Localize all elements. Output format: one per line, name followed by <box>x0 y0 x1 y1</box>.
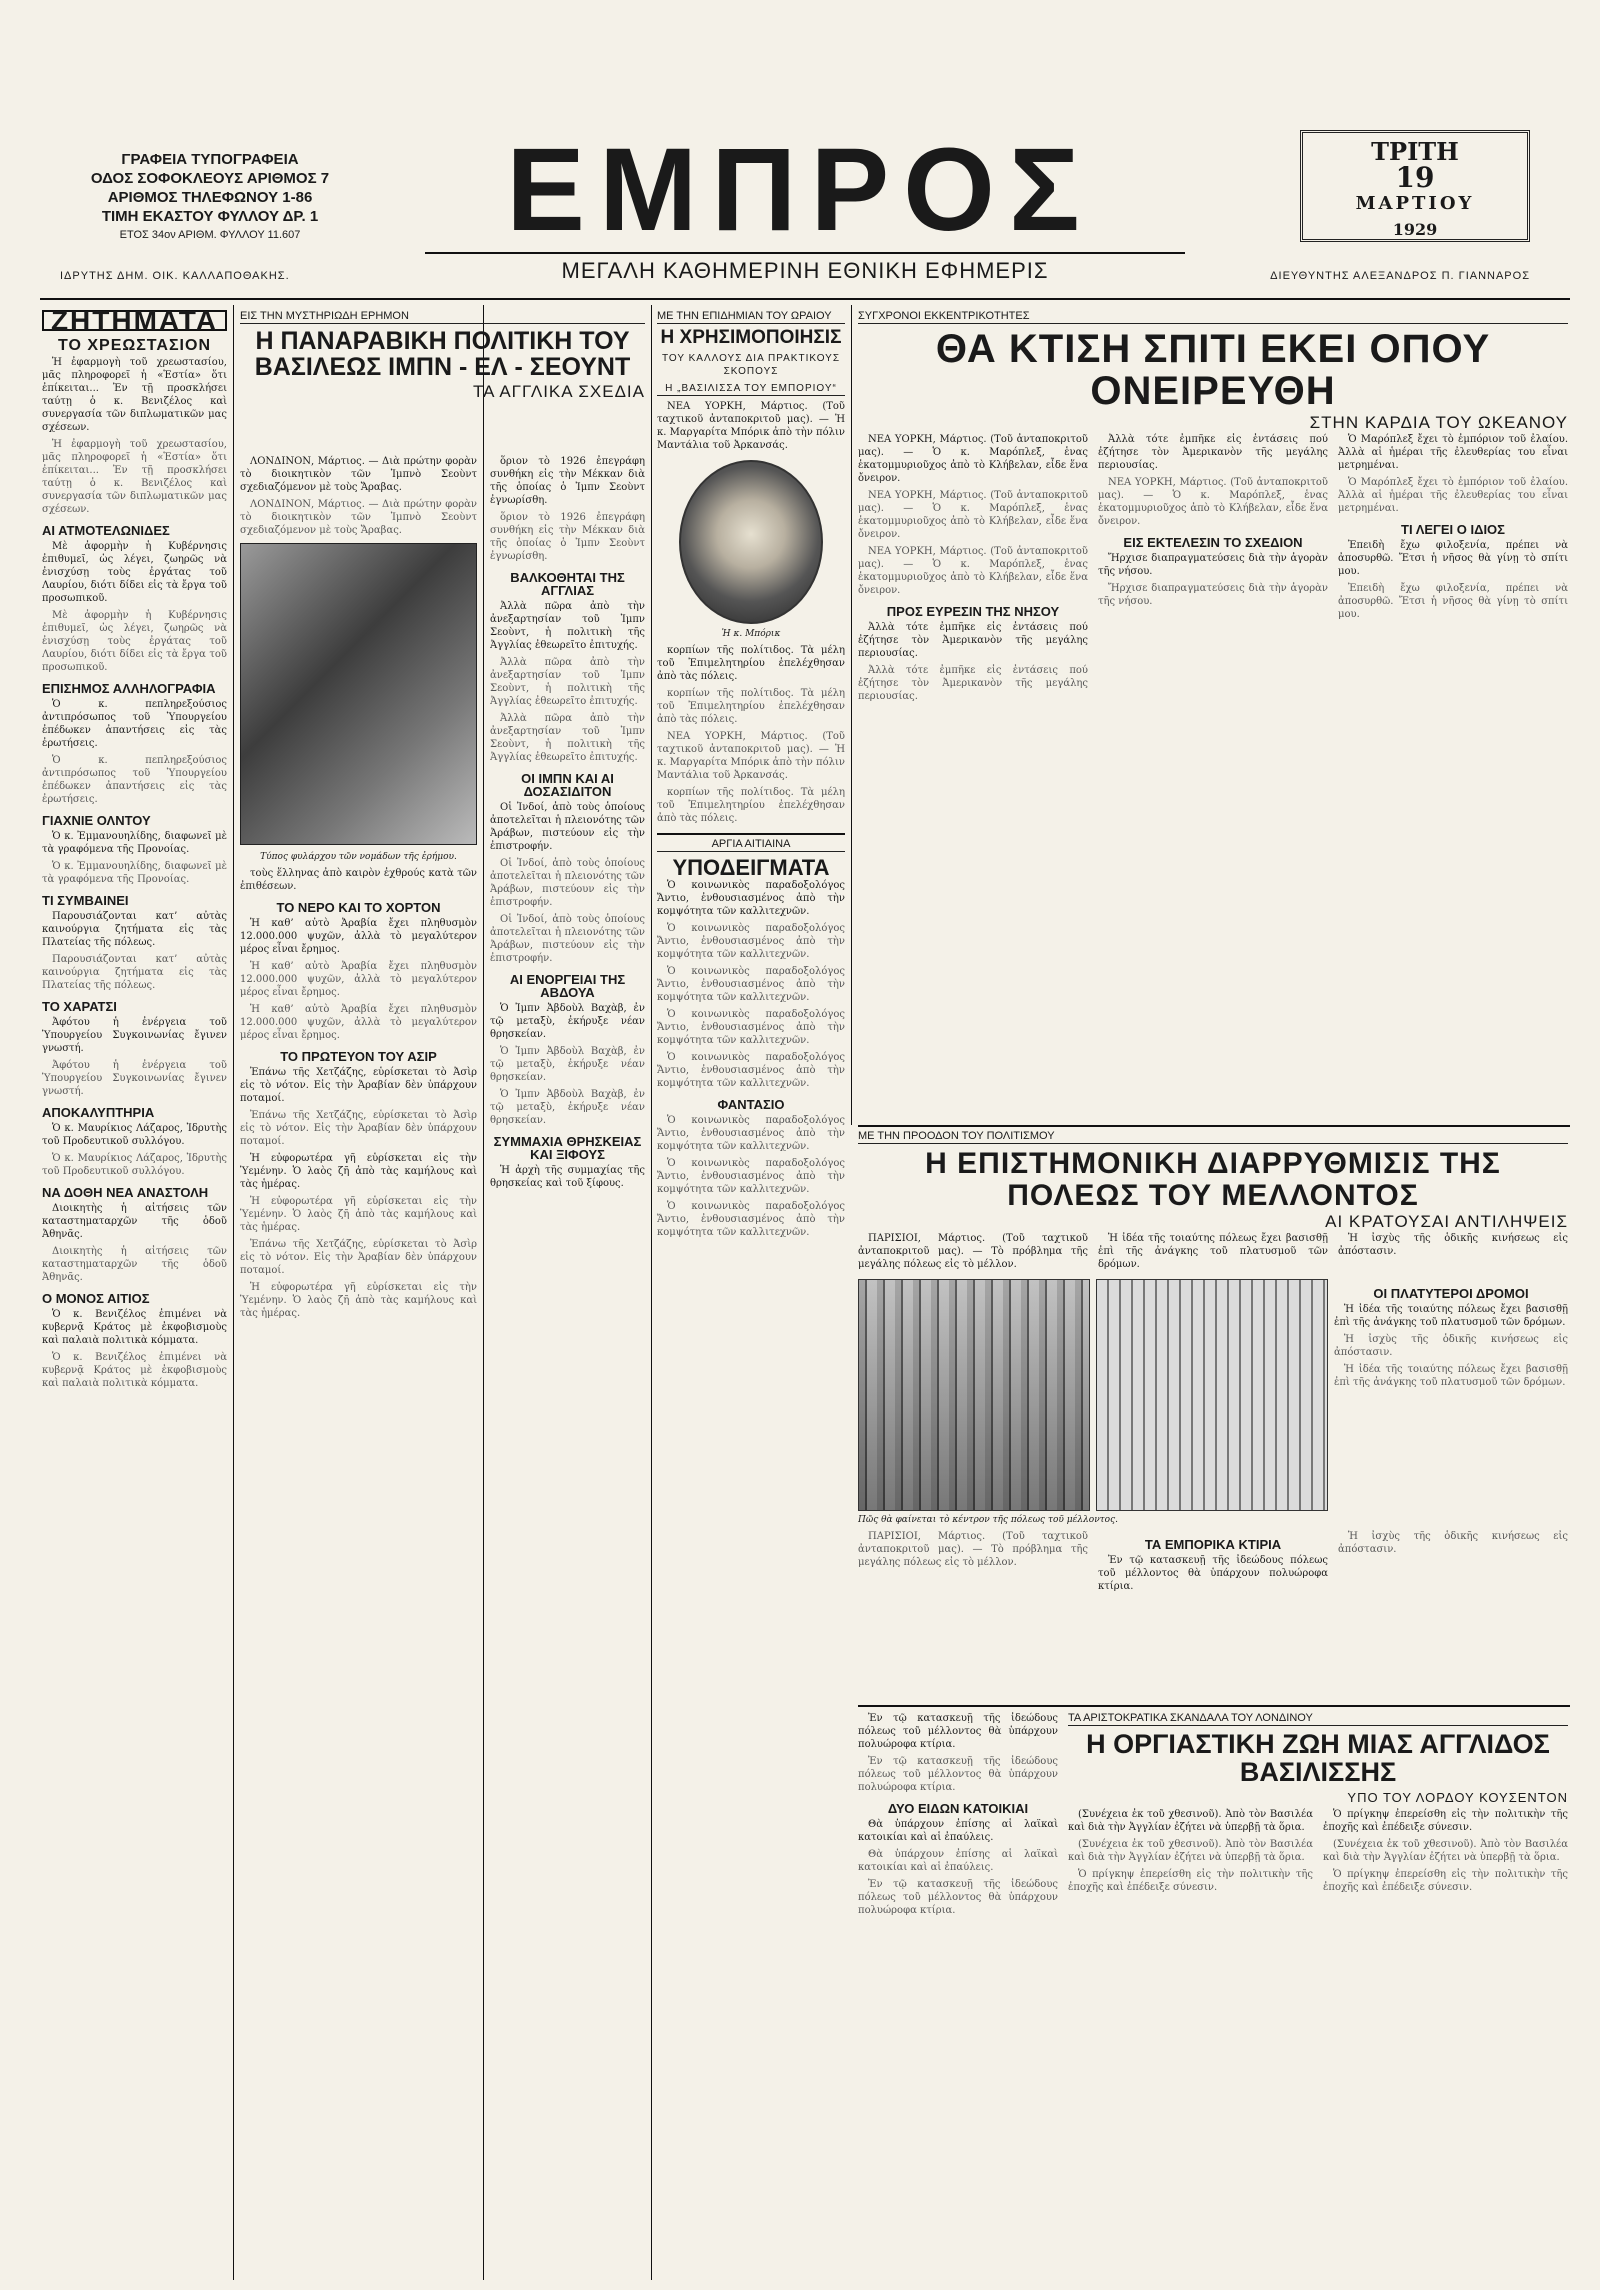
article-text: Ὁ Μαρόπλεξ ἔχει τὸ ἐμπόριον τοῦ ἐλαίου. Ἀλλὰ αἱ ἡμέραι τῆς ἐλευθερίας του εἶναι μετρημέναι. <box>1338 477 1568 514</box>
arabia-headline: Η ΠΑΝΑΡΑΒΙΚΗ ΠΟΛΙΤΙΚΗ ΤΟΥ ΒΑΣΙΛΕΩΣ ΙΜΠΝ - ΕΛ - ΣΕΟΥΝΤ <box>254 327 631 382</box>
date-day: ΤΡΙΤΗ <box>1371 137 1459 166</box>
article-text: Ἤρχισε διαπραγματεύσεις διὰ τὴν ἀγορὰν τῆς νήσου. <box>1098 583 1328 607</box>
future-city-illustration <box>1096 1279 1328 1511</box>
article-text: Ὁ Μαρόπλεξ ἔχει τὸ ἐμπόριον τοῦ ἐλαίου. Ἀλλὰ αἱ ἡμέραι τῆς ἐλευθερίας του εἶναι μετρημέναι. <box>1338 434 1568 471</box>
island-col-b <box>1098 433 1328 707</box>
city-caption: Πῶς θὰ φαίνεται τὸ κέντρον τῆς πόλεως τοῦ μέλλοντος. <box>858 1515 1118 1525</box>
info-line: ΓΡΑΦΕΙΑ ΤΥΠΟΓΡΑΦΕΙΑ <box>121 151 299 168</box>
article-text: Ἡ καθ’ αὐτὸ Ἀραβία ἔχει πληθυσμὸν 12.000.000 ψυχῶν, ἀλλὰ τὸ μεγαλύτερον μέρος εἶναι ἔρημος. <box>240 1004 477 1041</box>
column-3 <box>490 455 645 2275</box>
photo-caption: Τύπος φυλάρχου τῶν νομάδων τῆς ἐρήμου. <box>260 852 457 862</box>
city-col-b <box>1098 1232 1328 1275</box>
kicker: ΑΡΓΙΑ ΑΙΤΙΑΙΝΑ <box>657 838 845 852</box>
section-heading: ΓΙΑΧΝΙΕ ΟΛΝΤΟΥ <box>42 813 151 828</box>
article-text: Ὁ κοινωνικὸς παραδοξολόγος Ἄντιο, ἐνθουσιασμένος ἀπὸ τὴν κομψότητα τῶν καλλιτεχνῶν. <box>657 1201 845 1239</box>
info-line: ΑΡΙΘΜΟΣ ΤΗΛΕΦΩΝΟΥ 1-86 <box>107 189 313 206</box>
column-divider <box>233 305 234 2280</box>
column-divider <box>483 305 484 2280</box>
article-text: ΝΕΑ ΥΟΡΚΗ, Μάρτιος. (Τοῦ ταχτικοῦ ἀνταποκριτοῦ μας). — Ἡ κ. Μαργαρίτα Μπόρικ ἀπὸ τὴν πόλιν Μαντάλια τοῦ Ἀρκανσάς. <box>657 400 845 451</box>
city-story <box>858 1130 1568 1700</box>
article-text: Ὁ κ. Βενιζέλος ἐπιμένει νὰ κυβερνᾷ Κράτος μὲ ἐκφοβισμοὺς καὶ παλαιὰ πολιτικὰ κόμματα. <box>42 1309 227 1346</box>
article-text: Οἱ Ἰνδοί, ἀπὸ τοὺς ὁποίους ἀποτελεῖται ἡ πλειονότης τῶν Ἀράβων, πιστεύουν εἰς τὴν ἐπιστροφήν. <box>490 802 645 852</box>
article-text: ΛΟΝΔΙΝΟΝ, Μάρτιος. — Διὰ πρώτην φορὰν τὸ διοικητικὸν τῶν Ἰμπνὸ Σεοὺντ σχεδιαζόμενον μὲ τοὺς Ἄραβας. <box>240 456 477 493</box>
info-line: ΤΙΜΗ ΕΚΑΣΤΟΥ ΦΥΛΛΟΥ ΔΡ. 1 <box>101 208 319 225</box>
kicker: ΕΙΣ ΤΗΝ ΜΥΣΤΗΡΙΩΔΗ ΕΡΗΜΟΝ <box>240 310 645 324</box>
article-text: Ἡ εὐφορωτέρα γῆ εὑρίσκεται εἰς τὴν Ὑεμένην. Ὁ λαὸς ζῆ ἀπὸ τὰς καμήλους καὶ τὰς ἡμέρας. <box>240 1153 477 1190</box>
article-text: Ἐπειδὴ ἔχω φιλοξενία, πρέπει νὰ ἀποσυρθῶ. Ἔτσι ἡ νῆσος θὰ γίνῃ τὸ σπίτι μου. <box>1338 540 1568 577</box>
queen-col-b <box>1323 1808 1568 1898</box>
author-signature: ΦΑΝΤΑΣΙΟ <box>717 1097 785 1113</box>
city-lower-b <box>1098 1530 1328 1597</box>
section-heading: ΒΑΛΚΟΘΗΤΑΙ ΤΗΣ ΑΓΓΛΙΑΣ <box>510 570 625 598</box>
article-text: Οἱ Ἰνδοί, ἀπὸ τοὺς ὁποίους ἀποτελεῖται ἡ πλειονότης τῶν Ἀράβων, πιστεύουν εἰς τὴν ἐπιστροφήν. <box>490 914 645 964</box>
section-heading: ΤΙ ΣΥΜΒΑΙΝΕΙ <box>42 893 129 908</box>
article-text: Ἀλλὰ τότε ἐμπῆκε εἰς ἐντάσεις πού ἐζήτησε τὸν Ἀμερικανὸν τῆς μεγάλης περιουσίας. <box>1098 434 1328 471</box>
article-text: Ὁ πρίγκηψ ἐπερείσθη εἰς τὴν πολιτικὴν τῆς ἐποχῆς καὶ ἐπέδειξε σύνεσιν. <box>1068 1868 1313 1893</box>
article-text: ΝΕΑ ΥΟΡΚΗ, Μάρτιος. (Τοῦ ταχτικοῦ ἀνταποκριτοῦ μας). — Ἡ κ. Μαργαρίτα Μπόρικ ἀπὸ τὴν πόλιν Μαντάλια τοῦ Ἀρκανσάς. <box>657 730 845 781</box>
date-year: 1929 <box>1392 220 1438 239</box>
column-divider <box>851 305 852 1125</box>
examples-title: ΥΠΟΔΕΙΓΜΑΤΑ <box>672 854 830 880</box>
founder-line: ΙΔΡΥΤΗΣ ΔΗΜ. ΟΙΚ. ΚΑΛΛΑΠΟΘΑΚΗΣ. <box>60 270 290 282</box>
director-line: ΔΙΕΥΘΥΝΤΗΣ ΑΛΕΞΑΝΔΡΟΣ Π. ΓΙΑΝΝΑΡΟΣ <box>1270 270 1530 282</box>
article-text: Θὰ ὑπάρχουν ἐπίσης αἱ λαϊκαὶ κατοικίαι καὶ αἱ ἐπαύλεις. <box>858 1819 1058 1843</box>
column-1 <box>42 310 227 2275</box>
newspaper-subtitle: ΜΕΓΑΛΗ ΚΑΘΗΜΕΡΙΝΗ ΕΘΝΙΚΗ ΕΦΗΜΕΡΙΣ <box>425 252 1185 284</box>
edition-line: ΕΤΟΣ 34ον ΑΡΙΘΜ. ΦΥΛΛΟΥ 11.607 <box>119 229 301 241</box>
article-text: Ἐν τῷ κατασκευῇ τῆς ἰδεώδους πόλεως τοῦ μέλλοντος θὰ ὑπάρχουν πολυώροφα κτίρια. <box>858 1713 1058 1750</box>
article-text: Ὁ πρίγκηψ ἐπερείσθη εἰς τὴν πολιτικὴν τῆς ἐποχῆς καὶ ἐπέδειξε σύνεσιν. <box>1323 1868 1568 1893</box>
island-col-a <box>858 433 1088 707</box>
article-text: Ἀλλὰ πῶρα ἀπὸ τὴν ἀνεξαρτησίαν τοῦ Ἰμπν Σεοὺντ, ἡ πολιτικὴ τῆς Ἀγγλίας ἐθεωρεῖτο ἐπιτυχής. <box>490 601 645 651</box>
article-text: ΛΟΝΔΙΝΟΝ, Μάρτιος. — Διὰ πρώτην φορὰν τὸ διοικητικὸν τῶν Ἰμπνὸ Σεοὺντ σχεδιαζόμενον μὲ τοὺς Ἄραβας. <box>240 499 477 536</box>
article-text: Παρουσιάζονται κατ’ αὐτὰς καινούργια ζητήματα εἰς τὰς Πλατείας τῆς πόλεως. <box>42 954 227 991</box>
examples-box <box>657 833 845 879</box>
section-heading: ΕΠΙΣΗΜΟΣ ΑΛΛΗΛΟΓΡΑΦΙΑ <box>42 681 216 696</box>
article-text: Ἡ ἀρχὴ τῆς συμμαχίας τῆς θρησκείας καὶ τοῦ ξίφους. <box>490 1165 645 1189</box>
section-heading: ΣΥΜΜΑΧΙΑ ΘΡΗΣΚΕΙΑΣ ΚΑΙ ΞΙΦΟΥΣ <box>493 1134 642 1162</box>
future-city-illustration <box>858 1279 1090 1511</box>
article-text: Ἡ ἰδέα τῆς τοιαύτης πόλεως ἔχει βασισθῇ ἐπὶ τῆς ἀνάγκης τοῦ πλατυσμοῦ τῶν δρόμων. <box>1334 1364 1568 1388</box>
city-continuation <box>858 1712 1058 2272</box>
article-text: Ἡ ἐφαρμογὴ τοῦ χρεωστασίου, μᾶς πληροφορεῖ ἡ «Ἑστία» ὅτι ἐπίκειται... Ἐν τῇ προσκλήσει ταύτῃ ὁ κ. Βενιζέλος καὶ συνεργασία τῶν διπλωματικῶν μας σχέσεων. <box>42 357 227 433</box>
article-text: Ἀλλὰ τότε ἐμπῆκε εἰς ἐντάσεις πού ἐζήτησε τὸν Ἀμερικανὸν τῆς μεγάλης περιουσίας. <box>858 622 1088 659</box>
newspaper-title: ΕΜΠΡΟΣ <box>506 124 1094 256</box>
city-col-c <box>1338 1232 1568 1275</box>
section-rule <box>858 1705 1570 1707</box>
column-divider <box>651 305 652 2280</box>
article-text: Ὁ πρίγκηψ ἐπερείσθη εἰς τὴν πολιτικὴν τῆς ἐποχῆς καὶ ἐπέδειξε σύνεσιν. <box>1323 1808 1568 1833</box>
article-text: Ὁ κ. Ἐμμανουηλίδης, διαφωνεῖ μὲ τὰ γραφόμενα τῆς Προνοίας. <box>42 831 227 855</box>
section-heading: ΑΠΟΚΑΛΥΠΤΗΡΙΑ <box>42 1105 155 1120</box>
kicker: ΣΥΓΧΡΟΝΟΙ ΕΚΚΕΝΤΡΙΚΟΤΗΤΕΣ <box>858 310 1568 324</box>
date-month: ΜΑΡΤΙΟΥ <box>1355 193 1475 214</box>
article-text: Ὁ Ἰμπν Ἀβδοὺλ Βαχὰβ, ἐν τῷ μεταξὺ, ἐκήρυξε νέαν θρησκείαν. <box>490 1046 645 1083</box>
article-text: Ἐπάνω τῆς Χετζάζης, εὑρίσκεται τὸ Ἀσὶρ εἰς τὸ νότον. Εἰς τὴν Ἀραβίαν δὲν ὑπάρχουν ποταμοί. <box>240 1067 477 1104</box>
article-text: Ἡ εὐφορωτέρα γῆ εὑρίσκεται εἰς τὴν Ὑεμένην. Ὁ λαὸς ζῆ ἀπὸ τὰς καμήλους καὶ τὰς ἡμέρας. <box>240 1196 477 1233</box>
section-heading: ΕΙΣ ΕΚΤΕΛΕΣΙΝ ΤΟ ΣΧΕΔΙΟΝ <box>1123 535 1303 550</box>
article-text: Ὁ κοινωνικὸς παραδοξολόγος Ἄντιο, ἐνθουσιασμένος ἀπὸ τὴν κομψότητα τῶν καλλιτεχνῶν. <box>657 1009 845 1047</box>
article-text: Διοικητὴς ἡ αἰτήσεις τῶν καταστηματαρχῶν τῆς ὁδοῦ Ἀθηνᾶς. <box>42 1203 227 1240</box>
section-heading: ΟΙ ΠΛΑΤΥΤΕΡΟΙ ΔΡΟΜΟΙ <box>1373 1286 1529 1301</box>
article-text: Μὲ ἀφορμὴν ἡ Κυβέρνησις ἐπιθυμεῖ, ὡς λέγει, ζωηρῶς νὰ ἐνισχύσῃ τοὺς ἐργάτας τοῦ Λαυρίου, διότι δίδει εἰς τὰ ἔργα τοῦ προσωπικοῦ. <box>42 610 227 673</box>
island-col-c <box>1338 433 1568 707</box>
section-rule <box>858 1125 1570 1127</box>
beauty-headline: Η ΧΡΗΣΙΜΟΠΟΙΗΣΙΣ <box>660 327 842 348</box>
beauty-tag: Η „ΒΑΣΙΛΙΣΣΑ ΤΟΥ ΕΜΠΟΡΙΟΥ“ <box>657 382 845 396</box>
article-text: Μὲ ἀφορμὴν ἡ Κυβέρνησις ἐπιθυμεῖ, ὡς λέγει, ζωηρῶς νὰ ἐνισχύσῃ τοὺς ἐργάτας τοῦ Λαυρίου, διότι δίδει εἰς τὰ ἔργα τοῦ προσωπικοῦ. <box>42 541 227 604</box>
section-heading: ΤΑ ΕΜΠΟΡΙΚΑ ΚΤΙΡΙΑ <box>1144 1537 1282 1552</box>
section-heading: ΟΙ ΙΜΠΝ ΚΑΙ ΑΙ ΔΟΣΑΣΙΔΙΤΟΝ <box>521 771 614 799</box>
article-text: Ἐν τῷ κατασκευῇ τῆς ἰδεώδους πόλεως τοῦ μέλλοντος θὰ ὑπάρχουν πολυώροφα κτίρια. <box>1098 1555 1328 1592</box>
arabia-subhead: ΤΑ ΑΓΓΛΙΚΑ ΣΧΕΔΙΑ <box>473 381 645 401</box>
article-text: κορπίων τῆς πολίτιδος. Τὰ μέλη τοῦ Ἐπιμελητηρίου ἐπελέχθησαν ἀπὸ τὰς πόλεις. <box>657 786 845 824</box>
article-text: Ἡ ἰδέα τῆς τοιαύτης πόλεως ἔχει βασισθῇ ἐπὶ τῆς ἀνάγκης τοῦ πλατυσμοῦ τῶν δρόμων. <box>1098 1233 1328 1270</box>
article-text: Ὁ Ἰμπν Ἀβδοὺλ Βαχὰβ, ἐν τῷ μεταξὺ, ἐκήρυξε νέαν θρησκείαν. <box>490 1089 645 1126</box>
article-text: (Συνέχεια ἐκ τοῦ χθεσινοῦ). Ἀπὸ τὸν Βασιλέα καὶ διὰ τὴν Ἀγγλίαν ἐζήτει νὰ ὑπερβῇ τὰ ὅρια. <box>1323 1838 1568 1863</box>
kicker: ΤΑ ΑΡΙΣΤΟΚΡΑΤΙΚΑ ΣΚΑΝΔΑΛΑ ΤΟΥ ΛΟΝΔΙΝΟΥ <box>1068 1712 1568 1726</box>
publisher-info <box>50 150 370 245</box>
queen-col-a <box>1068 1808 1313 1898</box>
article-text: Ὁ κ. Μαυρίκιος Λάζαρος, Ἰδρυτὴς τοῦ Προδευτικοῦ συλλόγου. <box>42 1153 227 1177</box>
section-heading: ΤΙ ΛΕΓΕΙ Ο ΙΔΙΟΣ <box>1401 522 1505 537</box>
island-story <box>858 310 1568 1120</box>
article-text: Ἀφότου ἡ ἐνέργεια τοῦ Ὑπουργείου Συγκοινωνίας ἔγινεν γνωστή. <box>42 1017 227 1054</box>
article-text: Ἡ ἐφαρμογὴ τοῦ χρεωστασίου, μᾶς πληροφορεῖ ἡ «Ἑστία» ὅτι ἐπίκειται... Ἐν τῇ προσκλήσει ταύτῃ ὁ κ. Βενιζέλος καὶ συνεργασία τῶν διπλωματικῶν μας σχέσεων. <box>42 439 227 515</box>
article-text: (Συνέχεια ἐκ τοῦ χθεσινοῦ). Ἀπὸ τὸν Βασιλέα καὶ διὰ τὴν Ἀγγλίαν ἐζήτει νὰ ὑπερβῇ τὰ ὅρια. <box>1068 1808 1313 1833</box>
article-text: ΝΕΑ ΥΟΡΚΗ, Μάρτιος. (Τοῦ ἀνταποκριτοῦ μας). — Ὁ κ. Μαρόπλεξ, ἑνας ἑκατομμυριοῦχος ἀπὸ τὸ Κλήβελαν, εἶδε ἕνα ὄνειρον. <box>858 490 1088 540</box>
article-text: Ὁ Ἰμπν Ἀβδοὺλ Βαχὰβ, ἐν τῷ μεταξὺ, ἐκήρυξε νέαν θρησκείαν. <box>490 1003 645 1040</box>
city-headline: Η ΕΠΙΣΤΗΜΟΝΙΚΗ ΔΙΑΡΡΥΘΜΙΣΙΣ ΤΗΣ ΠΟΛΕΩΣ ΤΟΥ ΜΕΛΛΟΝΤΟΣ <box>925 1147 1501 1212</box>
kicker: ΜΕ ΤΗΝ ΕΠΙΔΗΜΙΑΝ ΤΟΥ ΩΡΑΙΟΥ <box>657 310 845 324</box>
article-text: Ὁ κοινωνικὸς παραδοξολόγος Ἄντιο, ἐνθουσιασμένος ἀπὸ τὴν κομψότητα τῶν καλλιτεχνῶν. <box>657 1115 845 1153</box>
nomad-photo <box>240 543 477 845</box>
article-heading: ΤΟ ΧΡΕΩΣΤΑΣΙΟΝ <box>57 337 211 354</box>
article-text: Ὁ κ. Ἐμμανουηλίδης, διαφωνεῖ μὲ τὰ γραφόμενα τῆς Προνοίας. <box>42 861 227 885</box>
article-text: Ἐπάνω τῆς Χετζάζης, εὑρίσκεται τὸ Ἀσὶρ εἰς τὸ νότον. Εἰς τὴν Ἀραβίαν δὲν ὑπάρχουν ποταμοί. <box>240 1239 477 1276</box>
island-columns <box>858 433 1568 707</box>
queen-headline: Η ΟΡΓΙΑΣΤΙΚΗ ΖΩΗ ΜΙΑΣ ΑΓΓΛΙΔΟΣ ΒΑΣΙΛΙΣΣΗΣ <box>1086 1729 1550 1788</box>
arabia-header <box>240 310 645 450</box>
article-text: Ὁ κ. πεπληρεξούσιος ἀντιπρόσωπος τοῦ Ὑπουργείου ἐπέδωκεν ἀπαντήσεις εἰς τὰς ἐρωτήσεις. <box>42 755 227 805</box>
section-heading: ΠΡΟΣ ΕΥΡΕΣΙΝ ΤΗΣ ΝΗΣΟΥ <box>886 604 1060 619</box>
column-2 <box>240 455 477 2275</box>
article-text: Διοικητὴς ἡ αἰτήσεις τῶν καταστηματαρχῶν τῆς ὁδοῦ Ἀθηνᾶς. <box>42 1246 227 1283</box>
article-text: Ὁ κοινωνικὸς παραδοξολόγος Ἄντιο, ἐνθουσιασμένος ἀπὸ τὴν κομψότητα τῶν καλλιτεχνῶν. <box>657 880 845 918</box>
woman-portrait <box>679 460 823 624</box>
article-text: Ἡ ἰδέα τῆς τοιαύτης πόλεως ἔχει βασισθῇ ἐπὶ τῆς ἀνάγκης τοῦ πλατυσμοῦ τῶν δρόμων. <box>1334 1304 1568 1328</box>
kicker: ΜΕ ΤΗΝ ΠΡΟΟΔΟΝ ΤΟΥ ΠΟΛΙΤΙΣΜΟΥ <box>858 1130 1568 1144</box>
city-lower-a <box>858 1530 1088 1597</box>
article-text: κορπίων τῆς πολίτιδος. Τὰ μέλη τοῦ Ἐπιμελητηρίου ἐπελέχθησαν ἀπὸ τὰς πόλεις. <box>657 644 845 682</box>
island-headline: ΘΑ ΚΤΙΣΗ ΣΠΙΤΙ ΕΚΕΙ ΟΠΟΥ ΟΝΕΙΡΕΥΘΗ <box>935 327 1491 413</box>
section-heading: ΤΟ ΠΡΩΤΕΥΟΝ ΤΟΥ ΑΣΙΡ <box>280 1049 437 1064</box>
beauty-subhead: ΤΟΥ ΚΑΛΛΟΥΣ ΔΙΑ ΠΡΑΚΤΙΚΟΥΣ ΣΚΟΠΟΥΣ <box>661 352 841 377</box>
section-heading: ΤΟ ΧΑΡΑΤΣΙ <box>42 999 117 1014</box>
article-text: ὅριον τὸ 1926 ἐπεγράφη συνθήκη εἰς τὴν Μέκκαν διὰ τῆς ὁποίας ὁ Ἰμπν Σεοὺντ ἐγνωρίσθη. <box>490 512 645 562</box>
column-4 <box>657 310 845 2275</box>
article-text: Ἡ ἰσχὺς τῆς ὁδικῆς κινήσεως εἰς ἀπόστασιν. <box>1338 1233 1568 1257</box>
date-box <box>1300 130 1530 242</box>
article-text: τοὺς ἕλληνας ἀπὸ καιρὸν ἐχθρούς κατὰ τῶν ἐπιθέσεων. <box>240 868 477 892</box>
article-text: Ὁ κοινωνικὸς παραδοξολόγος Ἄντιο, ἐνθουσιασμένος ἀπὸ τὴν κομψότητα τῶν καλλιτεχνῶν. <box>657 1158 845 1196</box>
city-col-a <box>858 1232 1088 1275</box>
article-text: Ἐν τῷ κατασκευῇ τῆς ἰδεώδους πόλεως τοῦ μέλλοντος θὰ ὑπάρχουν πολυώροφα κτίρια. <box>858 1756 1058 1793</box>
article-text: Ἡ ἰσχὺς τῆς ὁδικῆς κινήσεως εἰς ἀπόστασιν. <box>1334 1334 1568 1358</box>
masthead <box>40 124 1570 290</box>
article-text: Ἡ εὐφορωτέρα γῆ εὑρίσκεται εἰς τὴν Ὑεμένην. Ὁ λαὸς ζῆ ἀπὸ τὰς καμήλους καὶ τὰς ἡμέρας. <box>240 1282 477 1319</box>
article-text: Ὁ κοινωνικὸς παραδοξολόγος Ἄντιο, ἐνθουσιασμένος ἀπὸ τὴν κομψότητα τῶν καλλιτεχνῶν. <box>657 966 845 1004</box>
city-lower-c <box>1338 1530 1568 1597</box>
article-text: Ὁ κοινωνικὸς παραδοξολόγος Ἄντιο, ἐνθουσιασμένος ἀπὸ τὴν κομψότητα τῶν καλλιτεχνῶν. <box>657 1052 845 1090</box>
article-text: (Συνέχεια ἐκ τοῦ χθεσινοῦ). Ἀπὸ τὸν Βασιλέα καὶ διὰ τὴν Ἀγγλίαν ἐζήτει νὰ ὑπερβῇ τὰ ὅρια. <box>1068 1838 1313 1863</box>
article-text: κορπίων τῆς πολίτιδος. Τὰ μέλη τοῦ Ἐπιμελητηρίου ἐπελέχθησαν ἀπὸ τὰς πόλεις. <box>657 687 845 725</box>
article-text: Ὁ κ. Μαυρίκιος Λάζαρος, Ἰδρυτὴς τοῦ Προδευτικοῦ συλλόγου. <box>42 1123 227 1147</box>
date-number: 19 <box>1395 161 1435 194</box>
article-text: Παρουσιάζονται κατ’ αὐτὰς καινούργια ζητήματα εἰς τὰς Πλατείας τῆς πόλεως. <box>42 911 227 948</box>
article-text: Ἤρχισε διαπραγματεύσεις διὰ τὴν ἀγορὰν τῆς νήσου. <box>1098 553 1328 577</box>
section-heading: ΔΥΟ ΕΙΔΩΝ ΚΑΤΟΙΚΙΑΙ <box>887 1801 1029 1816</box>
info-line: ΟΔΟΣ ΣΟΦΟΚΛΕΟΥΣ ΑΡΙΘΜΟΣ 7 <box>90 170 330 187</box>
article-text: ΝΕΑ ΥΟΡΚΗ, Μάρτιος. (Τοῦ ἀνταποκριτοῦ μας). — Ὁ κ. Μαρόπλεξ, ἑνας ἑκατομμυριοῦχος ἀπὸ τὸ Κλήβελαν, εἶδε ἕνα ὄνειρον. <box>858 434 1088 484</box>
section-heading: ΑΙ ΑΤΜΟΤΕΛΩΝΙΔΕΣ <box>42 523 170 538</box>
section-heading: ΤΟ ΝΕΡΟ ΚΑΙ ΤΟ ΧΟΡΤΟΝ <box>276 900 441 915</box>
article-text: Ἡ ἰσχὺς τῆς ὁδικῆς κινήσεως εἰς ἀπόστασιν. <box>1338 1531 1568 1555</box>
article-text: Ἡ καθ’ αὐτὸ Ἀραβία ἔχει πληθυσμὸν 12.000.000 ψυχῶν, ἀλλὰ τὸ μεγαλύτερον μέρος εἶναι ἔρημος. <box>240 961 477 998</box>
article-text: Ὁ κοινωνικὸς παραδοξολόγος Ἄντιο, ἐνθουσιασμένος ἀπὸ τὴν κομψότητα τῶν καλλιτεχνῶν. <box>657 923 845 961</box>
queen-columns <box>1068 1808 1568 1898</box>
article-text: Θὰ ὑπάρχουν ἐπίσης αἱ λαϊκαὶ κατοικίαι καὶ αἱ ἐπαύλεις. <box>858 1849 1058 1873</box>
article-text: Ἐπειδὴ ἔχω φιλοξενία, πρέπει νὰ ἀποσυρθῶ. Ἔτσι ἡ νῆσος θὰ γίνῃ τὸ σπίτι μου. <box>1338 583 1568 620</box>
city-subhead: ΑΙ ΚΡΑΤΟΥΣΑΙ ΑΝΤΙΛΗΨΕΙΣ <box>1325 1212 1568 1231</box>
article-text: ΝΕΑ ΥΟΡΚΗ, Μάρτιος. (Τοῦ ἀνταποκριτοῦ μας). — Ὁ κ. Μαρόπλεξ, ἑνας ἑκατομμυριοῦχος ἀπὸ τὸ Κλήβελαν, εἶδε ἕνα ὄνειρον. <box>1098 477 1328 527</box>
masthead-rule <box>40 298 1570 300</box>
article-text: ΝΕΑ ΥΟΡΚΗ, Μάρτιος. (Τοῦ ἀνταποκριτοῦ μας). — Ὁ κ. Μαρόπλεξ, ἑνας ἑκατομμυριοῦχος ἀπὸ τὸ Κλήβελαν, εἶδε ἕνα ὄνειρον. <box>858 546 1088 596</box>
article-text: Ὁ κ. πεπληρεξούσιος ἀντιπρόσωπος τοῦ Ὑπουργείου ἐπέδωκεν ἀπαντήσεις εἰς τὰς ἐρωτήσεις. <box>42 699 227 749</box>
zitimata-box-title: ΖΗΤΗΜΑΤΑ <box>42 310 227 331</box>
article-text: Ὁ κ. Βενιζέλος ἐπιμένει νὰ κυβερνᾷ Κράτος μὲ ἐκφοβισμοὺς καὶ παλαιὰ πολιτικὰ κόμματα. <box>42 1352 227 1389</box>
article-text: Οἱ Ἰνδοί, ἀπὸ τοὺς ὁποίους ἀποτελεῖται ἡ πλειονότης τῶν Ἀράβων, πιστεύουν εἰς τὴν ἐπιστροφήν. <box>490 858 645 908</box>
article-text: Ἐν τῷ κατασκευῇ τῆς ἰδεώδους πόλεως τοῦ μέλλοντος θὰ ὑπάρχουν πολυώροφα κτίρια. <box>858 1879 1058 1916</box>
article-text: Ἐπάνω τῆς Χετζάζης, εὑρίσκεται τὸ Ἀσὶρ εἰς τὸ νότον. Εἰς τὴν Ἀραβίαν δὲν ὑπάρχουν ποταμοί. <box>240 1110 477 1147</box>
portrait-caption: Ἡ κ. Μπόρικ <box>721 628 781 639</box>
article-text: Ἀλλὰ πῶρα ἀπὸ τὴν ἀνεξαρτησίαν τοῦ Ἰμπν Σεοὺντ, ἡ πολιτικὴ τῆς Ἀγγλίας ἐθεωρεῖτο ἐπιτυχής. <box>490 657 645 707</box>
city-col-d <box>1334 1279 1568 1511</box>
section-heading: Ο ΜΟΝΟΣ ΑΙΤΙΟΣ <box>42 1291 150 1306</box>
queen-subhead: ΥΠΟ ΤΟΥ ΛΟΡΔΟΥ ΚΟΥΣΕΝΤΟΝ <box>1347 1789 1568 1805</box>
article-text: Ἀλλὰ τότε ἐμπῆκε εἰς ἐντάσεις πού ἐζήτησε τὸν Ἀμερικανὸν τῆς μεγάλης περιουσίας. <box>858 665 1088 702</box>
article-text: ΠΑΡΙΣΙΟΙ, Μάρτιος. (Τοῦ ταχτικοῦ ἀνταποκριτοῦ μας). — Τὸ πρόβλημα τῆς μεγάλης πόλεως εἰς τὸ μέλλον. <box>858 1233 1088 1270</box>
city-illustrations <box>858 1279 1568 1511</box>
city-columns <box>858 1232 1568 1275</box>
island-subhead: ΣΤΗΝ ΚΑΡΔΙΑ ΤΟΥ ΩΚΕΑΝΟΥ <box>1309 413 1568 432</box>
article-text: Ἀφότου ἡ ἐνέργεια τοῦ Ὑπουργείου Συγκοινωνίας ἔγινεν γνωστή. <box>42 1060 227 1097</box>
article-text: Ἡ καθ’ αὐτὸ Ἀραβία ἔχει πληθυσμὸν 12.000.000 ψυχῶν, ἀλλὰ τὸ μεγαλύτερον μέρος εἶναι ἔρημος. <box>240 918 477 955</box>
section-heading: ΑΙ ΕΝΟΡΓΕΙΑΙ ΤΗΣ ΑΒΔΟΥΑ <box>509 972 626 1000</box>
article-text: ὅριον τὸ 1926 ἐπεγράφη συνθήκη εἰς τὴν Μέκκαν διὰ τῆς ὁποίας ὁ Ἰμπν Σεοὺντ ἐγνωρίσθη. <box>490 456 645 506</box>
article-text: Ἀλλὰ πῶρα ἀπὸ τὴν ἀνεξαρτησίαν τοῦ Ἰμπν Σεοὺντ, ἡ πολιτικὴ τῆς Ἀγγλίας ἐθεωρεῖτο ἐπιτυχής. <box>490 713 645 763</box>
city-columns-lower <box>858 1530 1568 1597</box>
queen-story <box>1068 1712 1568 2272</box>
section-heading: ΝΑ ΔΟΘΗ ΝΕΑ ΑΝΑΣΤΟΛΗ <box>42 1185 209 1200</box>
article-text: ΠΑΡΙΣΙΟΙ, Μάρτιος. (Τοῦ ταχτικοῦ ἀνταποκριτοῦ μας). — Τὸ πρόβλημα τῆς μεγάλης πόλεως εἰς τὸ μέλλον. <box>858 1531 1088 1568</box>
